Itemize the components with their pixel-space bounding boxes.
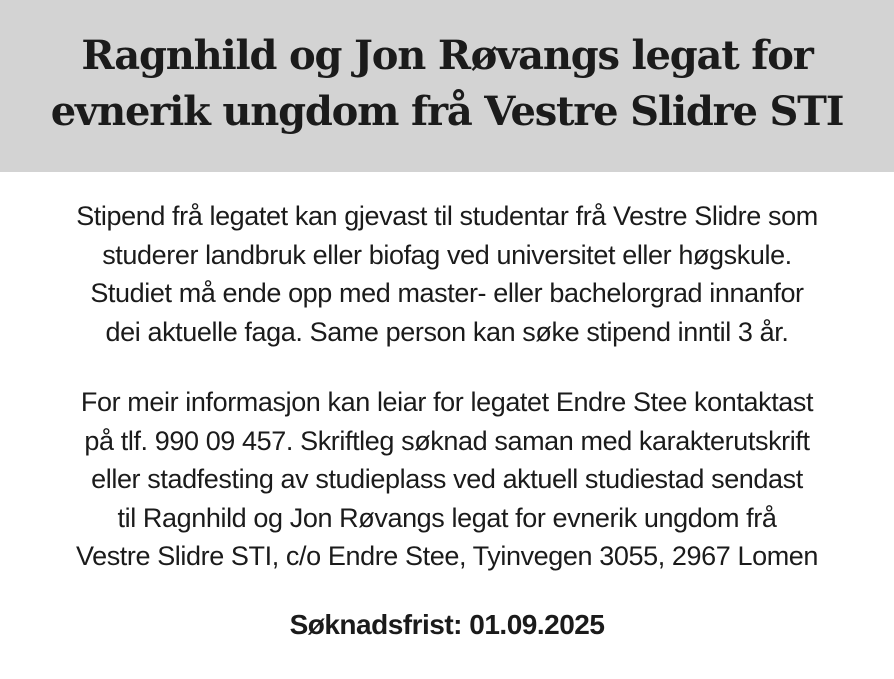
title-line-2: evnerik ungdom frå Vestre Slidre STI [50,88,844,135]
contact-paragraph [0,383,894,576]
announcement-body [0,197,894,644]
text-line: Stipend frå legatet kan gjevast til studentar frå Vestre Slidre som [76,201,818,231]
text-line: studerer landbruk eller biofag ved universitet eller høgskule. [102,239,792,270]
eligibility-paragraph [0,197,894,351]
text-line: eller stadfesting av studieplass ved aktuell studiestad sendast [91,464,803,494]
text-line: til Ragnhild og Jon Røvangs legat for evnerik ungdom frå [117,502,777,533]
title-banner [0,0,894,172]
text-line: på tlf. 990 09 457. Skriftleg søknad saman med karakterutskrift [84,425,810,456]
text-line: Studiet må ende opp med master- eller bachelorgrad innanfor [90,278,804,308]
application-deadline: Søknadsfrist: 01.09.2025 [289,608,605,640]
title-line-1: Ragnhild og Jon Røvangs legat for [81,32,813,79]
text-line: Vestre Slidre STI, c/o Endre Stee, Tyinvegen 3055, 2967 Lomen [75,541,819,571]
text-line: For meir informasjon kan leiar for legatet Endre Stee kontaktast [80,387,814,417]
text-line: dei aktuelle faga. Same person kan søke stipend inntil 3 år. [105,316,789,347]
page-title [0,28,894,140]
